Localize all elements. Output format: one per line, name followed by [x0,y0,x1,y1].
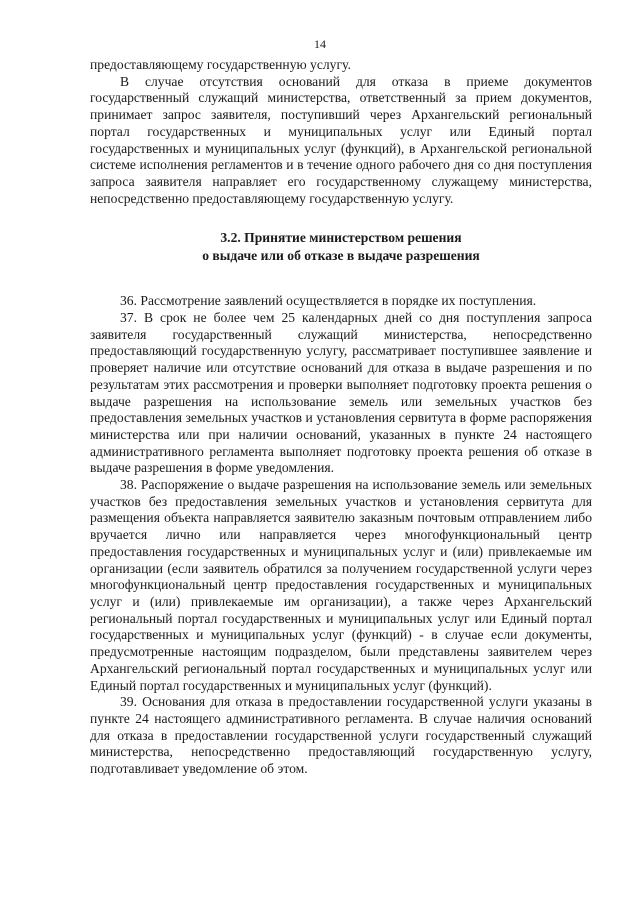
intro-paragraph: В случае отсутствия оснований для отказа в приеме документов государственный служащий министерства, ответственный за прием документов, принимает запрос заявителя, поступивший через Архангельский региональный портал государственных и муниципальных услуг или Единый портал государственных и муниципальных услуг (функций), в Архангельской региональной системе исполнения регламентов и в течение одного рабочего дня со дня поступления запроса заявителя направляет его государственному служащему министерства, непосредственно предоставляющему государственную услугу. [90,73,592,206]
continuation-text: предоставляющему государственную услугу. [90,57,351,72]
paragraph-36: 36. Рассмотрение заявлений осуществляется в порядке их поступления. [120,293,537,309]
paragraph-37: 37. В срок не более чем 25 календарных дней со дня поступления запроса заявителя государственный служащий министерства, непосредственно предоставляющий государственную услугу, рассматривает поступившее заявление и проверяет наличие или отсутствие оснований для отказа в выдаче разрешения и по результатам этих рассмотрения и проверки выполняет подготовку проекта решения о выдаче разрешения на использование земель или земельных участков без предоставления земельных участков и установления сервитута в форме распоряжения министерства или при наличии оснований, указанных в пункте 24 настоящего административного регламента выполняет подготовку проекта решения об отказе в выдаче разрешения в форме уведомления. [90,310,592,476]
section-heading [90,229,592,265]
paragraph-39: 39. Основания для отказа в предоставлении государственной услуги указаны в пункте 24 настоящего административного регламента. В случае наличия оснований для отказа в предоставлении государственной услуги государственный служащий министерства, непосредственно предоставляющий государственную услугу, подготавливает уведомление об этом. [90,694,592,777]
paragraph-38: 38. Распоряжение о выдаче разрешения на использование земель или земельных участков без предоставления земельных участков и установления сервитута для размещения объекта направляется заявителю заказным почтовым отправлением либо вручается лично или направляется через многофункциональный центр предоставления государственных и муниципальных услуг и (или) привлекаемые им организации (если заявитель обратился за получением государственной услуги через многофункциональный центр предоставления государственных и муниципальных услуг и (или) привлекаемые им организации), а также через Архангельский региональный портал государственных и муниципальных услуг или Единый портал государственных и муниципальных услуг (функций) - в случае если документы, предусмотренные настоящим подразделом, были представлены заявителем через Архангельский региональный портал государственных и муниципальных услуг или Единый портал государственных и муниципальных услуг (функций). [90,477,592,693]
section-heading-line-1: 3.2. Принятие министерством решения [220,230,462,246]
document-body [90,57,592,778]
page-number: 14 [314,37,326,51]
section-heading-line-2: о выдаче или об отказе в выдаче разрешения [202,248,480,264]
